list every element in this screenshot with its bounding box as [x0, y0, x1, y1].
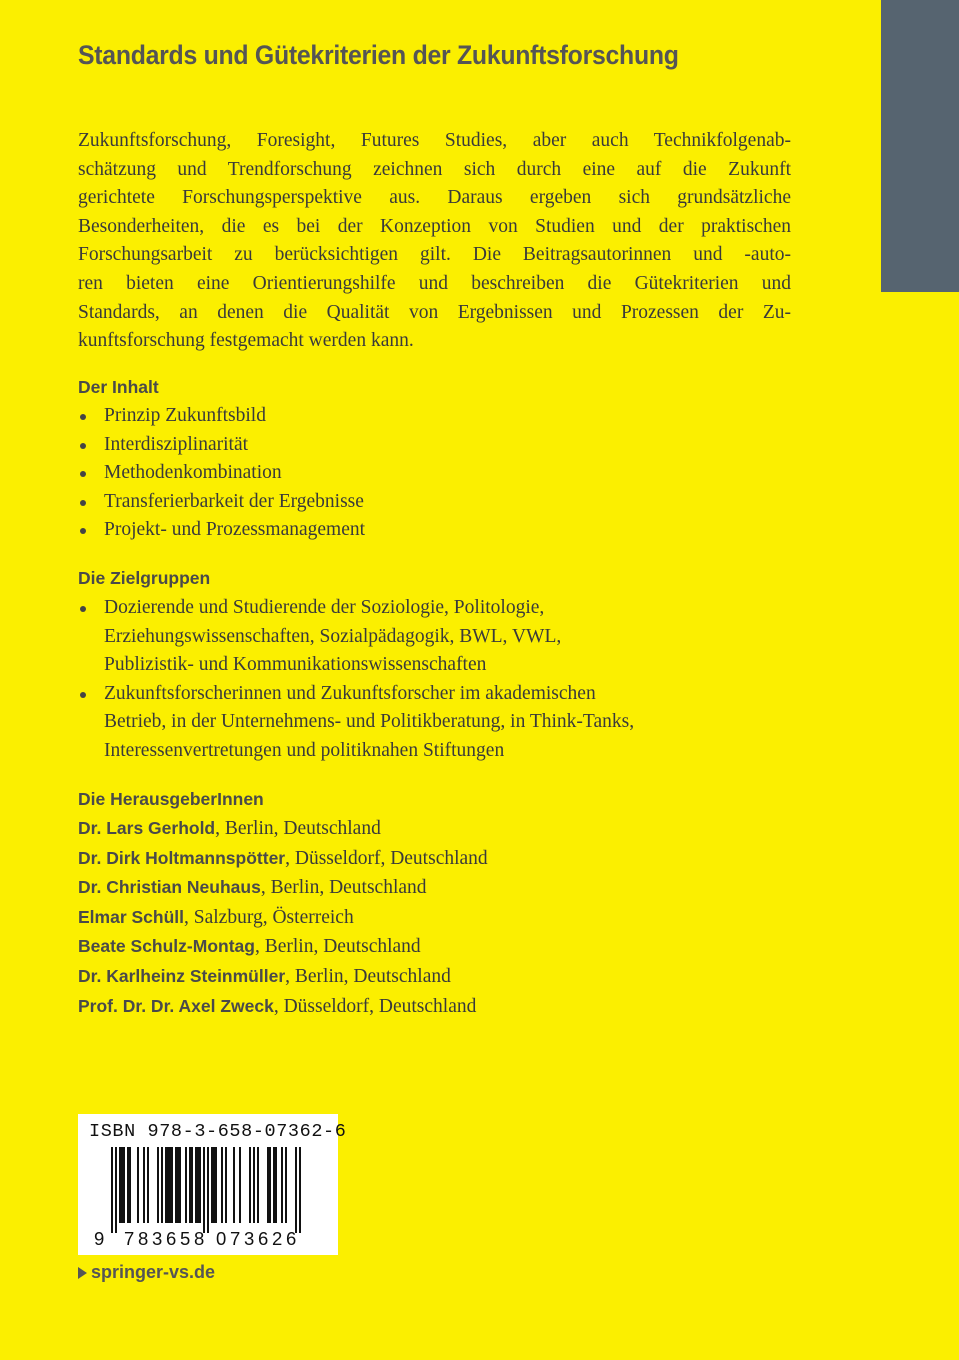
editor-entry: Elmar Schüll, Salzburg, Österreich — [78, 906, 354, 928]
editor-entry: Dr. Dirk Holtmannspötter, Düsseldorf, Deutschland — [78, 847, 488, 869]
audience-list — [78, 594, 838, 766]
ean-digit: 0 — [216, 1228, 227, 1249]
barcode-bar — [161, 1147, 163, 1223]
blurb-line: kunftsforschung festgemacht werden kann. — [78, 330, 414, 352]
barcode-bar — [269, 1147, 271, 1223]
triangle-arrow-icon — [78, 1267, 87, 1279]
ean-digit: 6 — [258, 1228, 269, 1249]
barcode-bar — [253, 1147, 255, 1223]
editors-list — [78, 814, 488, 1021]
blurb-line: ren bieten eine Orientierungshilfe und beschreiben die Gütekriterien und — [78, 272, 791, 294]
barcode-bar — [249, 1147, 251, 1223]
spine-color-bar — [881, 0, 959, 292]
barcode-bar — [285, 1147, 287, 1223]
barcode-bar — [115, 1147, 117, 1233]
ean-digit: 9 — [94, 1228, 105, 1249]
isbn-barcode-box — [78, 1114, 347, 1255]
barcode-bar — [179, 1147, 181, 1223]
barcode-bar — [199, 1147, 201, 1223]
contents-list — [78, 402, 838, 545]
blurb-line: Besonderheiten, die es bei der Konzeption von Studien und der praktischen — [78, 215, 791, 237]
list-item: Transferierbarkeit der Ergebnisse — [78, 488, 838, 517]
barcode-bar — [257, 1147, 259, 1223]
barcode-bar — [129, 1147, 131, 1223]
website-link[interactable] — [78, 1262, 215, 1283]
barcode-bar — [225, 1147, 227, 1223]
barcode-bar — [221, 1147, 223, 1223]
list-item: Zukunftsforscherinnen und Zukunftsforscher im akademischen Betrieb, in der Unternehmens- und Politikberatung, in Think-Tanks, Interessenvertretungen und politiknahen Stiftungen — [78, 680, 838, 766]
barcode-bar — [119, 1147, 121, 1223]
editors-heading: Die HerausgeberInnen — [78, 789, 264, 809]
contents-heading: Der Inhalt — [78, 377, 159, 397]
barcode-bar — [123, 1147, 125, 1223]
barcode-bar — [167, 1147, 169, 1223]
editor-entry: Dr. Christian Neuhaus, Berlin, Deutschland — [78, 877, 427, 899]
editor-entry: Dr. Karlheinz Steinmüller, Berlin, Deutschland — [78, 965, 451, 987]
barcode-bar — [111, 1147, 113, 1233]
barcode-bar — [213, 1147, 215, 1223]
barcode-bar — [239, 1147, 241, 1223]
editor-entry: Beate Schulz-Montag, Berlin, Deutschland — [78, 936, 421, 958]
barcode-bar — [127, 1147, 129, 1223]
barcode-bar — [147, 1147, 149, 1223]
barcode-bar — [281, 1147, 283, 1223]
barcode-bar — [203, 1147, 205, 1233]
ean-digit: 8 — [194, 1228, 205, 1249]
ean-digit: 6 — [286, 1228, 297, 1249]
barcode-bar — [171, 1147, 173, 1223]
list-item: Prinzip Zukunftsbild — [78, 402, 838, 431]
barcode-bar — [275, 1147, 277, 1223]
barcode-bar — [137, 1147, 139, 1223]
barcode-bar — [121, 1147, 123, 1223]
barcode-bar — [211, 1147, 213, 1223]
ean-digit: 6 — [166, 1228, 177, 1249]
barcode-bar — [195, 1147, 197, 1223]
barcode-bar — [267, 1147, 269, 1223]
barcode-bar — [215, 1147, 217, 1223]
barcode-bar — [197, 1147, 199, 1223]
ean-digit: 8 — [138, 1228, 149, 1249]
isbn-label: ISBN 978-3-658-07362-6 — [89, 1121, 347, 1142]
barcode-bar — [295, 1147, 297, 1233]
ean-digit: 7 — [124, 1228, 135, 1249]
barcode-bar — [233, 1147, 235, 1223]
blurb-line: Forschungsarbeit zu berücksichtigen gilt. Die Beitragsautorinnen und -auto- — [78, 244, 791, 266]
audience-heading: Die Zielgruppen — [78, 568, 211, 588]
barcode-bar — [273, 1147, 275, 1223]
ean-digit: 7 — [230, 1228, 241, 1249]
list-item: Projekt- und Prozessmanagement — [78, 516, 838, 545]
ean-digit: 3 — [152, 1228, 163, 1249]
blurb-line: Standards, an denen die Qualität von Ergebnissen und Prozessen der Zu- — [78, 301, 791, 323]
editor-entry: Prof. Dr. Dr. Axel Zweck, Düsseldorf, Deutschland — [78, 995, 477, 1017]
editor-entry: Dr. Lars Gerhold, Berlin, Deutschland — [78, 818, 381, 839]
blurb-text — [78, 127, 791, 356]
website-text: springer-vs.de — [91, 1262, 216, 1282]
barcode-bar — [157, 1147, 159, 1223]
barcode-bar — [207, 1147, 209, 1233]
barcode-bar — [185, 1147, 187, 1223]
barcode-bar — [177, 1147, 179, 1223]
barcode-bar — [191, 1147, 193, 1223]
list-item: Dozierende und Studierende der Soziologie, Politologie, Erziehungswissenschaften, Sozialpädagogik, BWL, VWL, Publizistik- und Kommunikationswissenschaften — [78, 594, 838, 680]
barcode-bar — [165, 1147, 167, 1223]
list-item: Methodenkombination — [78, 459, 838, 488]
blurb-line: gerichtete Forschungsperspektive aus. Daraus ergeben sich grundsätzliche — [78, 187, 791, 209]
list-item: Interdisziplinarität — [78, 431, 838, 460]
barcode-bar — [299, 1147, 301, 1233]
blurb-line: Zukunftsforschung, Foresight, Futures Studies, aber auch Technikfolgenab- — [78, 130, 791, 151]
barcode-bar — [169, 1147, 171, 1223]
ean-digit: 2 — [272, 1228, 283, 1249]
barcode-bar — [175, 1147, 177, 1223]
blurb-line: schätzung und Trendforschung zeichnen sich durch eine auf die Zukunft — [78, 158, 791, 180]
ean-digit: 3 — [244, 1228, 255, 1249]
barcode — [111, 1147, 311, 1233]
ean-digit: 5 — [180, 1228, 191, 1249]
barcode-bar — [189, 1147, 191, 1223]
book-title: Standards und Gütekriterien der Zukunftsforschung — [78, 40, 679, 70]
barcode-bar — [143, 1147, 145, 1223]
